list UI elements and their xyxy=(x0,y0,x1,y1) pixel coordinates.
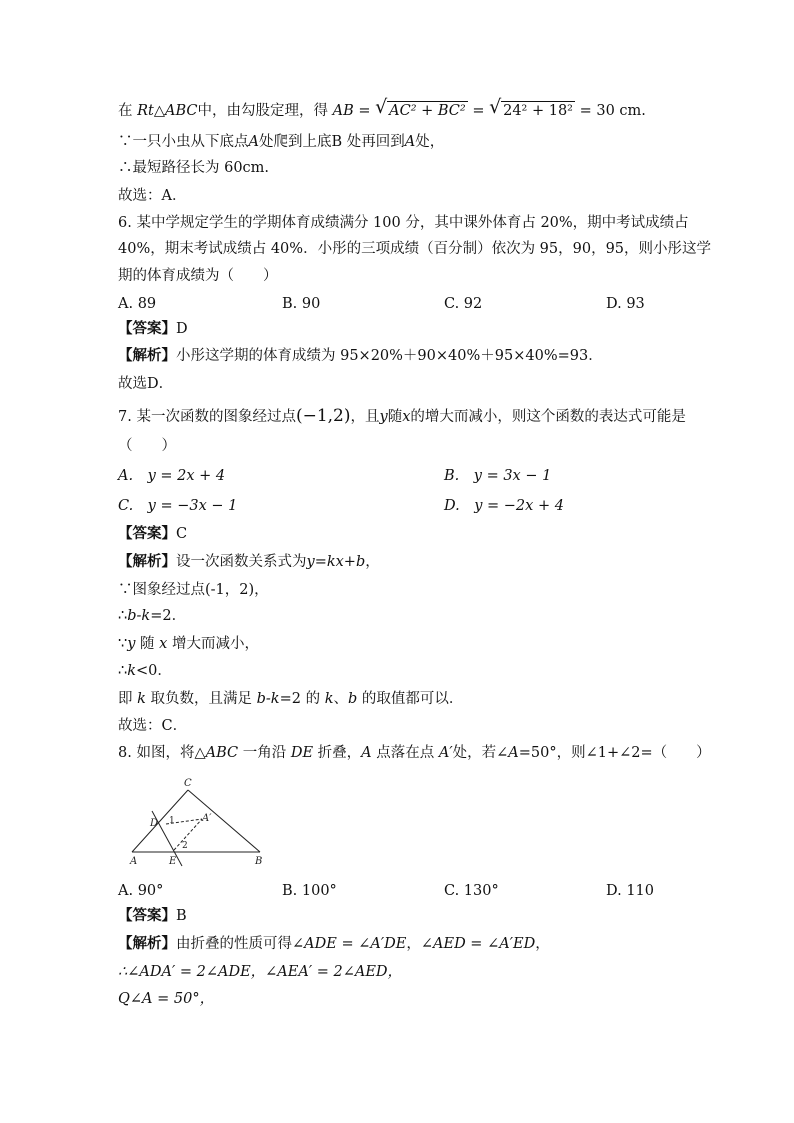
q8-option-a: A. 90° xyxy=(118,883,164,899)
text-part: ，且 xyxy=(350,409,380,425)
text-part: 7. 某一次函数的图象经过点 xyxy=(118,409,296,425)
equals-sign-2: = xyxy=(472,103,485,119)
text-part: 随 xyxy=(387,409,403,425)
point-coordinates: (−1,2) xyxy=(295,406,351,426)
angle-name: ADE xyxy=(304,936,337,952)
q7-option-a: A. y = 2x + 4 xyxy=(118,468,226,484)
q6-option-b: B. 90 xyxy=(282,296,321,312)
segment-de: DE xyxy=(290,745,314,761)
q8-option-c: C. 130° xyxy=(444,883,499,899)
text-part: 8. 如图，将△ xyxy=(118,745,206,761)
text-part: 随 xyxy=(135,636,160,652)
var-x: x xyxy=(402,409,411,425)
q7-conclusion: 故选：C． xyxy=(118,718,188,734)
q8-option-d: D. 110 xyxy=(606,883,655,899)
q7-analysis xyxy=(118,553,380,571)
q6-option-d: D. 93 xyxy=(606,296,645,312)
label-d: D xyxy=(150,818,159,829)
text-part: <0． xyxy=(136,663,172,679)
point-a: A xyxy=(361,745,372,761)
text-part: =2． xyxy=(150,608,187,624)
sqrt-numeric xyxy=(489,96,575,120)
text-part: ， xyxy=(365,554,380,570)
radical-icon: √ xyxy=(375,96,388,118)
var-k: k xyxy=(324,691,334,707)
q7-answer xyxy=(118,525,187,543)
triangle-name: ABC xyxy=(205,745,239,761)
q7-step-5 xyxy=(118,690,463,708)
intro-line-bug-path xyxy=(118,133,444,151)
text-part: =2 的 xyxy=(279,691,325,707)
text-part: 处，若∠ xyxy=(452,745,509,761)
text-part: 设一次函数关系式为 xyxy=(176,554,307,570)
text-mid: 中，由勾股定理，得 xyxy=(197,103,329,119)
analysis-label: 【解析】 xyxy=(118,347,176,364)
equals-sign: = xyxy=(358,103,371,119)
q6-stem-line1: 6. 某中学规定学生的学期体育成绩满分 100 分，其中课外体育占 20%，期中考试成绩占 xyxy=(118,215,689,231)
q8-option-b: B. 100° xyxy=(282,883,337,899)
because-symbol: ∵ xyxy=(118,636,128,652)
q6-answer xyxy=(118,320,188,338)
var-b: b xyxy=(347,691,358,707)
text-part: ，∠ xyxy=(406,936,434,952)
label-a-prime: A′ xyxy=(202,813,212,824)
q6-option-c: C. 92 xyxy=(444,296,483,312)
side-cb xyxy=(188,790,260,852)
radicand-2: 24² + 18² xyxy=(503,103,573,119)
point-a-prime: A′ xyxy=(438,745,453,761)
answer-value: B xyxy=(176,908,187,924)
q8-answer xyxy=(118,907,187,925)
point-a: A xyxy=(508,745,519,761)
q6-analysis xyxy=(118,347,603,365)
q8-stem xyxy=(118,744,711,762)
text-part: 一角沿 xyxy=(238,745,291,761)
text-part: 处爬到上底B 处再回到 xyxy=(258,134,405,150)
var-x: x xyxy=(159,636,168,652)
label-angle-1: 1 xyxy=(169,816,175,826)
text-part: 、 xyxy=(333,691,348,707)
fold-segment-ea xyxy=(174,819,202,850)
triangle-name: ABC xyxy=(165,103,198,119)
point-a: A xyxy=(248,134,259,150)
q7-option-c: C. y = −3x − 1 xyxy=(118,498,238,514)
q7-option-b: B. y = 3x − 1 xyxy=(444,468,552,484)
q6-conclusion: 故选D． xyxy=(118,376,174,392)
answer-label: 【答案】 xyxy=(118,525,176,542)
text-part: 由折叠的性质可得∠ xyxy=(176,936,305,952)
text-part: =50°，则∠1+∠2=（ ） xyxy=(518,745,711,761)
q7-option-d: D. y = −2x + 4 xyxy=(444,498,564,514)
text-prefix: 在 xyxy=(118,103,133,119)
q6-stem-line3: 期的体育成绩为（ ） xyxy=(118,268,278,284)
var-y: y xyxy=(127,636,136,652)
sqrt-ac-bc xyxy=(375,96,468,120)
therefore-symbol: ∴ xyxy=(118,608,128,624)
answer-value: D xyxy=(176,321,188,337)
q7-step-1: ∵图象经过点(-1，2)， xyxy=(118,582,269,598)
answer-value: C xyxy=(176,526,188,542)
text-part: 即 xyxy=(118,691,138,707)
text-part: 点落在点 xyxy=(371,745,439,761)
intro-line-shortest: ∴最短路径长为 60cm. xyxy=(118,160,270,176)
q6-option-a: A. 89 xyxy=(118,296,157,312)
analysis-label: 【解析】 xyxy=(118,553,176,570)
var-k: k xyxy=(137,691,146,707)
expr: b-k xyxy=(127,608,151,624)
text-part: 取负数，且满足 xyxy=(145,691,257,707)
answer-label: 【答案】 xyxy=(118,320,176,337)
point-a: A xyxy=(404,134,416,150)
text-part: 处， xyxy=(415,134,445,150)
q8-step-1: ∴∠ADA′ = 2∠ADE，∠AEA′ = 2∠AED， xyxy=(118,964,403,980)
q7-stem-line2: （ ） xyxy=(118,438,176,454)
analysis-label: 【解析】 xyxy=(118,935,176,952)
q6-stem-line2: 40%，期末考试成绩占 40%．小彤的三项成绩（百分制）依次为 95，90，95，则小彤这学 xyxy=(118,241,712,257)
intro-line-choice: 故选：A． xyxy=(118,188,187,204)
text-part: = ∠ xyxy=(336,936,371,952)
text-part: 的增大而减小，则这个函数的表达式可能是 xyxy=(410,409,686,425)
angle-name: A′ED xyxy=(499,936,536,952)
q7-step-3 xyxy=(118,635,259,653)
analysis-text: 小彤这学期的体育成绩为 95×20%＋90×40%＋95×40%=93． xyxy=(176,348,603,364)
text-part: ∵一只小虫从下底点 xyxy=(118,134,249,150)
side-ac xyxy=(132,790,188,852)
answer-label: 【答案】 xyxy=(118,907,176,924)
label-e: E xyxy=(169,856,177,867)
label-c: C xyxy=(184,778,192,789)
radicand-1: AC² + BC² xyxy=(389,103,466,119)
var-k: k xyxy=(127,663,137,679)
angle-name: AED xyxy=(433,936,466,952)
expr: b-k xyxy=(256,691,280,707)
q7-step-4 xyxy=(118,662,172,680)
triangle-symbol: △ xyxy=(153,103,166,119)
text-part: 增大而减小， xyxy=(167,636,259,652)
q7-stem-line1 xyxy=(118,407,686,426)
var-y: y xyxy=(379,409,388,425)
text-part: 折叠， xyxy=(313,745,362,761)
text-part: ， xyxy=(535,936,550,952)
formula: y=kx+b xyxy=(306,554,366,570)
text-part: 的取值都可以． xyxy=(357,691,464,707)
angle-name: A′DE xyxy=(370,936,407,952)
label-b: B xyxy=(255,856,263,867)
result-value: = 30 cm. xyxy=(579,103,646,119)
triangle-fold-figure xyxy=(118,774,288,874)
rt-label: Rt xyxy=(137,103,154,119)
q8-step-2: Q∠A = 50°， xyxy=(118,991,215,1007)
label-angle-2: 2 xyxy=(182,841,188,851)
intro-line-pythagoras xyxy=(118,96,646,120)
radical-icon: √ xyxy=(489,96,502,118)
q7-step-2 xyxy=(118,607,186,625)
segment-ab: AB xyxy=(332,103,354,119)
label-a: A xyxy=(130,856,138,867)
text-part: = ∠ xyxy=(465,936,500,952)
therefore-symbol: ∴ xyxy=(118,663,128,679)
q8-analysis xyxy=(118,935,550,953)
